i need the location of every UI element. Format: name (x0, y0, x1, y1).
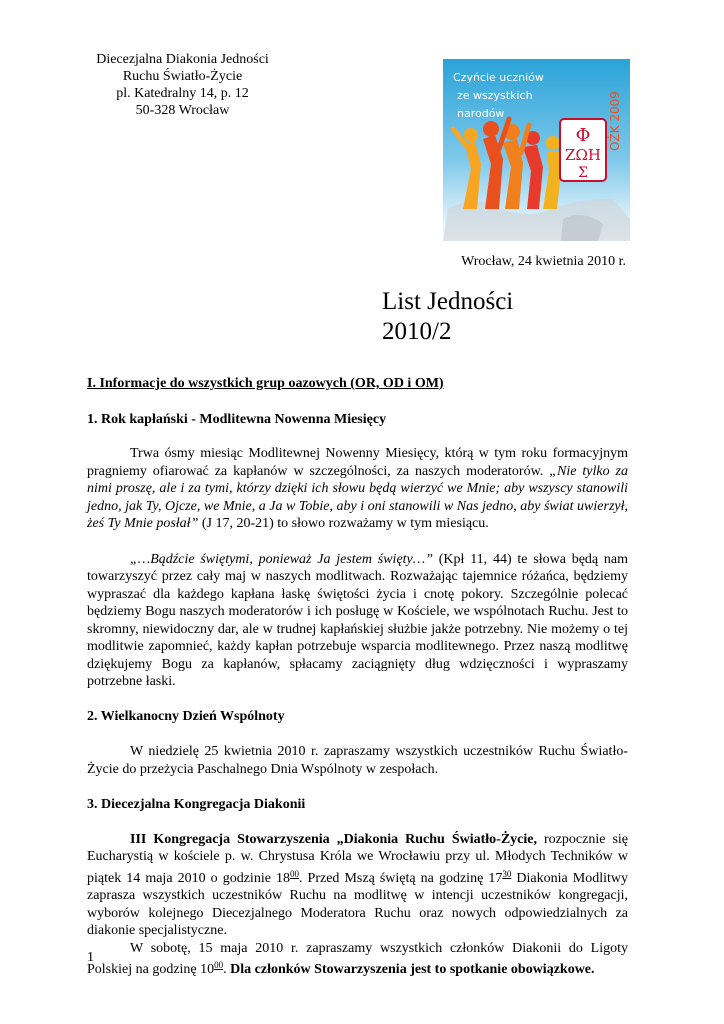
paragraph-text: W sobotę, 15 maja 2010 r. zapraszamy wszystkich członków Diakonii do Ligoty Polskiej na godzinę 10 (87, 940, 628, 977)
logo-slogan-line: narodów (457, 107, 505, 120)
paragraph-text: (Kpł 11, 44) te słowa będą nam towarzyszyć przez cały maj w naszych modlitwach. Rozważając tajemnice różańca, będziemy wypraszać dla każdego kapłana łaskę świętości życia i cnotę pokory. Szczególnie polecać będziemy Bogu naszych moderatorów i ich posługę w Kościele, we wspólnotach Ruchu. Jest to skromny, niewidoczny dar, ale w trudnej kapłańskiej służbie jakże potrzebny. Nie możemy o tej modlitwie zapomnieć, każdy kapłan potrzebuje wsparcia modlitewnego. Przez naszą modlitwę dziękujemy Bogu za kapłanów, spłacamy zaciągnięty dług wdzięczności i wypraszamy potrzebne łaski. (87, 551, 628, 689)
paragraph (87, 940, 628, 979)
address-line: 50-328 Wrocław (135, 103, 230, 118)
page-number: 1 (87, 950, 94, 965)
address-line: Diecezjalna Diakonia Jedności (96, 52, 269, 67)
address-line: pl. Katedralny 14, p. 12 (116, 86, 249, 101)
paragraph-text: rozpocznie się Eucharystią w kościele p. w. Chrystusa Króla we Wrocławiu przy ul. Młodych Techników w piątek 14 maja 2010 o godzinie 18 (87, 831, 628, 886)
superscript: 00 (214, 960, 224, 970)
letter-body (87, 375, 628, 979)
logo-slogan-line: Czyńcie uczniów (453, 71, 544, 84)
paragraph (87, 831, 628, 940)
quote-text: „Nie tylko za nimi proszę, ale i za tymi, którzy dzięki ich słowu będą wierzyć we Mnie; aby wszyscy stanowili jedno, jak Ty, Ojcze, we Mnie, a Ja w Tobie, aby i oni stanowili w Nas jedno, aby świat uwierzył, żeś Ty Mnie posłał” (87, 463, 628, 531)
title-line: List Jedności (382, 288, 514, 315)
logo-year-text: OŻK 2009 (608, 91, 622, 151)
emblem-zoe: ΖΩΗ (565, 146, 601, 164)
logo-slogan-line: ze wszystkich (457, 89, 533, 102)
superscript: 00 (289, 868, 299, 879)
paragraph: W niedzielę 25 kwietnia 2010 r. zapraszamy wszystkich uczestników Ruchu Światło-Życie do przeżycia Paschalnego Dnia Wspólnoty w zespołach. (87, 744, 628, 777)
sender-address (80, 51, 285, 119)
paragraph-text: . (223, 962, 231, 977)
superscript: 30 (502, 868, 512, 879)
address-line: Ruchu Światło-Życie (122, 69, 243, 84)
title-line: 2010/2 (382, 318, 452, 345)
paragraph-text: Diakonia Modlitwy zaprasza wszystkich uczestników Ruchu na modlitwę w intencji uczestników kongregacji, wyborów kolejnego Diecezjalnego Moderatora Ruchu oraz nowych odpowiedzialnych za diakonie specjalistyczne. (87, 870, 629, 938)
document-title (382, 287, 513, 347)
subsection-heading: 2. Wielkanocny Dzień Wspólnoty (87, 708, 285, 724)
section-heading: I. Informacje do wszystkich grup oazowych (OR, OD i OM) (87, 376, 444, 391)
bold-text: Dla członków Stowarzyszenia jest to spotkanie obowiązkowe. (230, 962, 595, 977)
ozk-2009-logo (443, 59, 630, 241)
paragraph-text: (J 17, 20-21) to słowo rozważamy w tym miesiącu. (198, 516, 489, 531)
quote-text: „…Bądźcie świętymi, ponieważ Ja jestem święty…” (130, 551, 433, 567)
emblem-sigma: Σ (578, 165, 588, 181)
bold-text: III Kongregacja Stowarzyszenia „Diakonia Ruchu Światło-Życie, (130, 831, 537, 847)
subsection-heading: 1. Rok kapłański - Modlitewna Nowenna Miesięcy (87, 411, 387, 427)
emblem-phi: Φ (575, 125, 591, 146)
paragraph-text: . Przed Mszą świętą na godzinę 17 (298, 870, 503, 886)
letter-date: Wrocław, 24 kwietnia 2010 r. (461, 254, 626, 269)
paragraph-text: Trwa ósmy miesiąc Modlitewnej Nowenny Miesięcy, którą w tym roku formacyjnym pragniemy ofiarować za kapłanów w szczególności, za naszych moderatorów. (87, 446, 628, 479)
paragraph (87, 551, 628, 691)
subsection-heading: 3. Diecezjalna Kongregacja Diakonii (87, 797, 306, 812)
paragraph (87, 445, 628, 533)
